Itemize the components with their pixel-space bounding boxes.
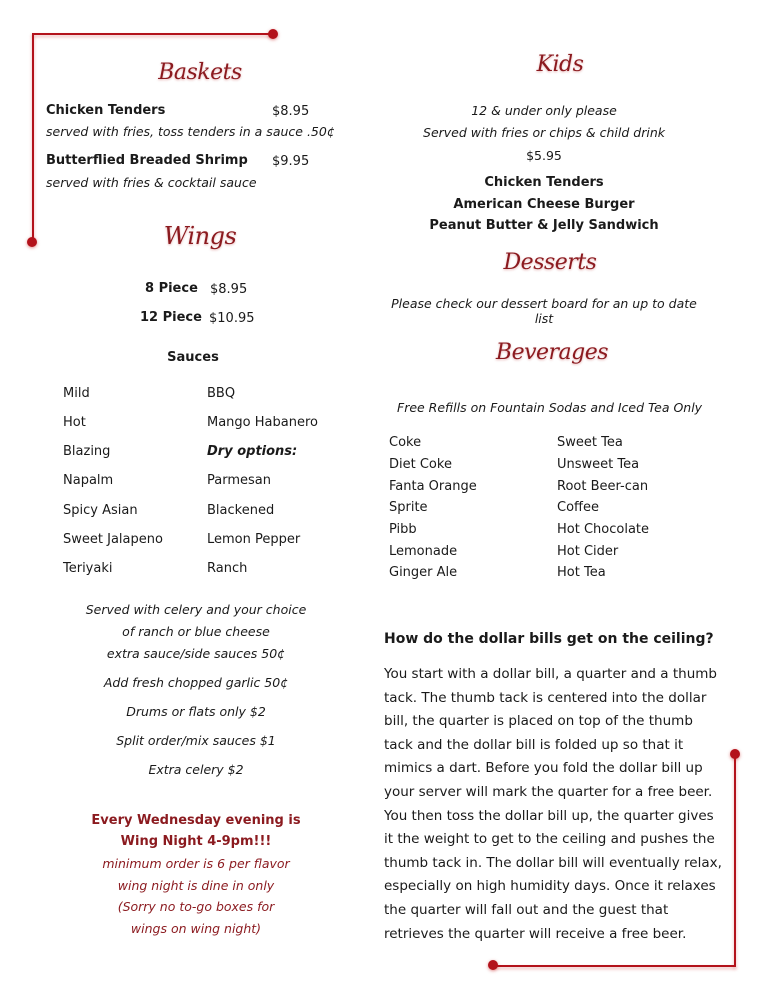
wing-size-price: $8.95 xyxy=(210,282,248,297)
beverage-item: Unsweet Tea xyxy=(557,457,640,472)
story-line: retrieves the quarter will receive a free beer. xyxy=(384,925,687,942)
sauce-item: Sweet Jalapeno xyxy=(63,532,163,547)
section-title-desserts: Desserts xyxy=(503,250,597,275)
basket-item-price: $9.95 xyxy=(272,154,310,169)
beverage-item: Lemonade xyxy=(389,544,458,559)
wing-note: Split order/mix sauces $1 xyxy=(116,733,276,748)
sauces-heading: Sauces xyxy=(167,350,219,365)
beverage-item: Sweet Tea xyxy=(557,435,623,450)
wing-note: Drums or flats only $2 xyxy=(126,704,266,719)
kids-item: Chicken Tenders xyxy=(484,175,604,190)
desserts-note: Please check our dessert board for an up to date list xyxy=(391,296,697,326)
wing-note: Add fresh chopped garlic 50¢ xyxy=(103,675,289,690)
sauce-item: Ranch xyxy=(207,561,248,576)
wing-size-price: $10.95 xyxy=(209,311,255,326)
section-title-baskets: Baskets xyxy=(158,60,242,85)
decor-dot xyxy=(730,749,740,759)
decor-line-left xyxy=(32,33,34,243)
story-line: thumb tack in. The dollar bill will eventually relax, xyxy=(384,854,722,871)
beverage-item: Coffee xyxy=(557,500,599,515)
basket-item-price: $8.95 xyxy=(272,104,310,119)
kids-note: Served with fries or chips & child drink xyxy=(423,125,665,140)
sauce-item: Parmesan xyxy=(207,473,271,488)
sauce-item: Mango Habanero xyxy=(207,415,318,430)
kids-item: American Cheese Burger xyxy=(453,197,635,212)
wing-night-note: minimum order is 6 per flavor xyxy=(102,856,290,871)
sauce-item: Teriyaki xyxy=(63,561,113,576)
story-body xyxy=(384,663,722,946)
section-title-kids: Kids xyxy=(536,52,584,77)
story-heading: How do the dollar bills get on the ceiling? xyxy=(384,631,714,647)
sauce-item: Blackened xyxy=(207,503,275,518)
sauce-item: Hot xyxy=(63,415,86,430)
beverage-item: Hot Tea xyxy=(557,565,606,580)
wing-note: extra sauce/side sauces 50¢ xyxy=(106,646,286,661)
kids-note: 12 & under only please xyxy=(471,103,617,118)
beverage-item: Diet Coke xyxy=(389,457,452,472)
beverages-note: Free Refills on Fountain Sodas and Iced Tea Only xyxy=(397,400,703,415)
decor-dot xyxy=(268,29,278,39)
story-line: You then toss the dollar bill up, the quarter gives xyxy=(384,807,714,824)
sauce-item: Napalm xyxy=(63,473,114,488)
wing-note: of ranch or blue cheese xyxy=(122,624,270,639)
story-line: tack and the dollar bill is folded up so that it xyxy=(384,736,684,753)
section-title-beverages: Beverages xyxy=(495,340,609,365)
sauce-item: BBQ xyxy=(207,386,236,401)
kids-price: $5.95 xyxy=(526,148,562,163)
decor-line-right xyxy=(734,753,736,967)
beverage-item: Hot Chocolate xyxy=(557,522,650,537)
sauce-item: Lemon Pepper xyxy=(207,532,301,547)
basket-item-name: Butterflied Breaded Shrimp xyxy=(46,153,248,168)
wing-night-promo: Wing Night 4-9pm!!! xyxy=(120,834,272,849)
wing-note: Extra celery $2 xyxy=(148,762,244,777)
kids-item: Peanut Butter & Jelly Sandwich xyxy=(429,218,659,233)
dry-options-label: Dry options: xyxy=(207,444,298,459)
story-line: especially on high humidity days. Once it relaxes xyxy=(384,878,716,895)
beverage-item: Ginger Ale xyxy=(389,565,458,580)
basket-item-desc: served with fries, toss tenders in a sauce .50¢ xyxy=(46,124,335,139)
wing-night-note: (Sorry no to-go boxes for xyxy=(117,899,275,914)
basket-item-name: Chicken Tenders xyxy=(46,103,166,118)
beverage-item: Hot Cider xyxy=(557,544,619,559)
wing-size-label: 12 Piece xyxy=(140,310,202,325)
beverage-item: Fanta Orange xyxy=(389,479,477,494)
decor-dot xyxy=(488,960,498,970)
sauce-item: Spicy Asian xyxy=(63,503,138,518)
decor-line-bottom xyxy=(493,965,736,967)
story-line: bill, the quarter is placed on top of the thumb xyxy=(384,713,693,730)
beverage-item: Pibb xyxy=(389,522,417,537)
sauce-item: Mild xyxy=(63,386,90,401)
basket-item-desc: served with fries & cocktail sauce xyxy=(46,175,257,190)
beverage-item: Sprite xyxy=(389,500,428,515)
section-title-wings: Wings xyxy=(163,222,237,250)
wing-night-note: wing night is dine in only xyxy=(117,878,275,893)
wing-note: Served with celery and your choice xyxy=(85,602,307,617)
decor-dot xyxy=(27,237,37,247)
beverage-item: Coke xyxy=(389,435,422,450)
story-line: tack. The thumb tack is centered into the dollar xyxy=(384,689,707,706)
decor-line-top xyxy=(32,33,274,35)
story-line: mimics a dart. Before you fold the dollar bill up xyxy=(384,760,703,777)
story-line: it the weight to get to the ceiling and pushes the xyxy=(384,831,715,848)
story-line: your server will mark the quarter for a free beer. xyxy=(384,783,713,800)
beverage-item: Root Beer-can xyxy=(557,479,649,494)
story-line: You start with a dollar bill, a quarter and a thumb xyxy=(384,666,717,682)
story-line: the quarter will fall out and the guest that xyxy=(384,901,669,918)
wing-size-label: 8 Piece xyxy=(145,281,198,296)
sauce-item: Blazing xyxy=(63,444,111,459)
wing-night-promo: Every Wednesday evening is xyxy=(91,813,301,828)
wing-night-note: wings on wing night) xyxy=(130,921,262,936)
